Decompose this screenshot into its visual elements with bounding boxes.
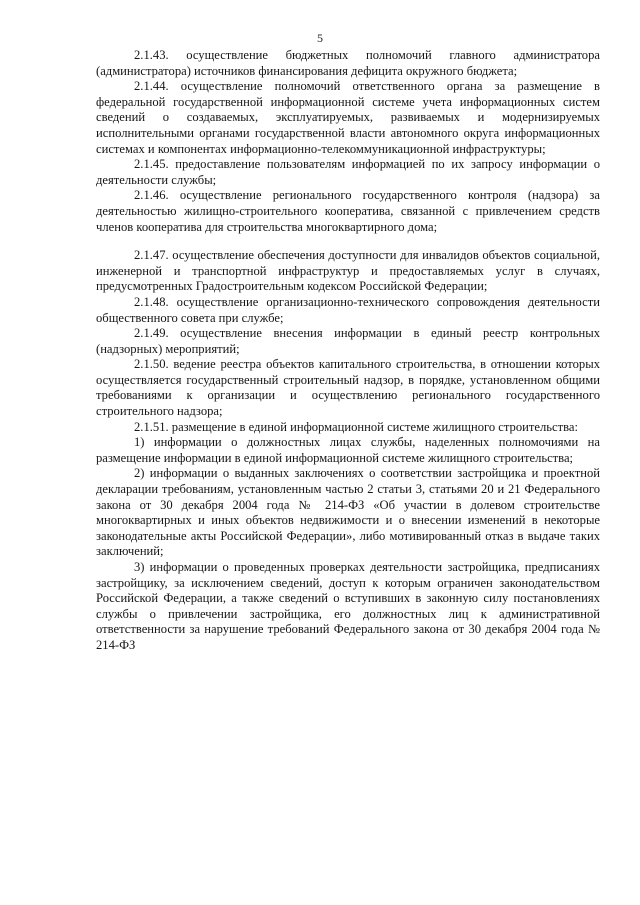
clause-2-1-46: 2.1.46. осуществление регионального государственного контроля (надзора) за деятельностью жилищно-строительного кооператива, связанной с привлечением средств членов кооператива для строительства многоквартирного дома; <box>96 188 600 234</box>
clause-2-1-44: 2.1.44. осуществление полномочий ответственного органа за размещение в федеральной государственной информационной системе учета информационных систем сведений о создаваемых, эксплуатируемых, развиваемых и модернизируемых исполнительными органами государственной власти автономного округа информационных системах и компонентах информационно-телекоммуникационной инфраструктуры; <box>96 79 600 156</box>
clause-2-1-45: 2.1.45. предоставление пользователям информацией по их запросу информации о деятельности службы; <box>96 157 600 187</box>
list-item-1: 1) информации о должностных лицах службы, наделенных полномочиями на размещение информации в единой информационной системе жилищного строительства; <box>96 435 600 465</box>
clause-2-1-48: 2.1.48. осуществление организационно-технического сопровождения деятельности общественного совета при службе; <box>96 294 600 325</box>
clause-2-1-51: 2.1.51. размещение в единой информационной системе жилищного строительства: <box>134 419 578 434</box>
list-item-3: 3) информации о проведенных проверках деятельности застройщика, предписаниях застройщику, за исключением сведений, доступ к которым ограничен законодательством Российской Федерации, а также сведений о вступивших в законную силу постановлениях службы о привлечении застройщика, его должностных лиц к административной ответственности за нарушение требований Федерального закона от 30 декабря 2004 года № 214-ФЗ <box>96 560 600 652</box>
document-body <box>96 48 600 654</box>
clause-2-1-47: 2.1.47. осуществление обеспечения доступности для инвалидов объектов социальной, инженерной и транспортной инфраструктур и предоставляемых услуг в случаях, предусмотренных Градостроительным кодексом Российской Федерации; <box>96 248 600 294</box>
clause-2-1-49: 2.1.49. осуществление внесения информации в единый реестр контрольных (надзорных) мероприятий; <box>96 326 600 356</box>
clause-2-1-50: 2.1.50. ведение реестра объектов капитального строительства, в отношении которых осуществляется государственный строительный надзор, в порядке, установленном общими требованиями к организации и осуществлению регионального государственного строительного надзора; <box>96 357 600 419</box>
clause-2-1-43: 2.1.43. осуществление бюджетных полномочий главного администратора (администратора) источников финансирования дефицита окружного бюджета; <box>96 48 600 78</box>
list-item-2: 2) информации о выданных заключениях о соответствии застройщика и проектной декларации требованиям, установленным частью 2 статьи 3, статьями 20 и 21 Федерального закона от 30 декабря 2004 года № 214-ФЗ «Об участии в долевом строительстве многоквартирных и иных объектов недвижимости и о внесении изменений в некоторые законодательные акты Российской Федерации», либо мотивированный отказ в выдаче таких заключений; <box>96 466 600 559</box>
page-number: 5 <box>317 31 323 45</box>
